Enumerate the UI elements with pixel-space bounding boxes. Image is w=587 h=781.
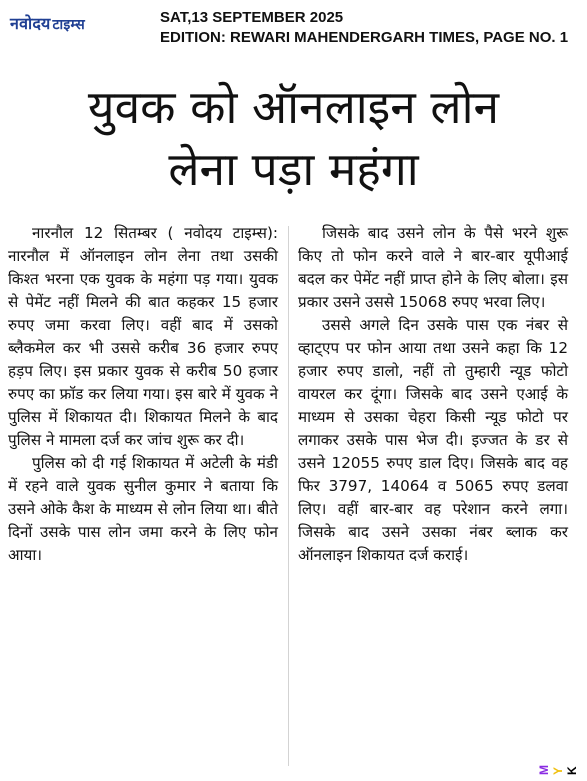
logo-main: नवोदय [10,14,51,33]
paragraph: उससे अगले दिन उसके पास एक नंबर से व्हाट्एप पर फोन आया तथा उसने कहा कि 12 हजार रुपए डालो, नहीं तो तुम्हारी न्यूड फोटो वायरल कर दूंगा। जिसके बाद उसने एआई के माध्यम से उसका चेहरा किसी न्यूड फोटो पर लगाकर उसके पास भेज दी। इज्जत के डर से उसने 12055 रुपए डाल दिए। जिसके बाद वह फिर 3797, 14064 व 5065 रुपए डलवा लिए। वहीं बार-बार वह परेशान करने लगा। जिसके बाद उसने उसका नंबर ब्लाक कर ऑनलाइन शिकायत दर्ज कराई। [298,316,568,564]
article-body [8,222,585,772]
headline [0,76,587,200]
date-line: SAT,13 SEPTEMBER 2025 [160,9,344,26]
print-registration-marks [537,764,579,775]
column-divider [288,226,289,766]
headline-line-1: युवक को ऑनलाइन लोन [87,80,500,134]
paragraph: जिसके बाद उसने लोन के पैसे भरने शुरू किए तो फोन करने वाले ने बार-बार यूपीआई बदल कर पेमेंट नहीं प्राप्त होने के लिए बोला। इस प्रकार उसने उससे 15068 रुपए भरवा लिए। [298,224,568,311]
headline-line-2: लेना पड़ा महंगा [168,142,419,196]
logo-sub: टाइम्स [52,17,85,33]
mark-m: M [537,764,551,775]
paragraph: पुलिस को दी गई शिकायत में अटेली के मंडी में रहने वाले युवक सुनील कुमार ने बताया कि उसने ओके कैश के माध्यम से लोन लिया था। बीते दिनों उसके पास लोन जमा करने के लिए फोन आया। [8,454,278,564]
page-header [0,0,587,52]
article-column-2 [298,222,568,772]
mark-k: K [565,765,579,775]
edition-meta [160,8,568,48]
paragraph: नारनौल 12 सितम्बर ( नवोदय टाइम्स): नारनौल में ऑनलाइन लोन लेना तथा उसकी किश्त भरना एक युवक के महंगा पड़ गया। युवक से पेमेंट नहीं मिलने की बात कहकर 15 हजार रुपए जमा करवा लिए। वहीं बाद में उसको ब्लैकमेल कर भी उससे करीब 36 हजार रुपए हड़प लिए। इस प्रकार युवक से करीब 50 हजार रुपए का फ्रॉड कर लिया गया। इस बारे में युवक ने पुलिस में शिकायत दी। शिकायत मिलने के बाद पुलिस ने मामला दर्ज कर जांच शुरू कर दी। [8,224,278,449]
newspaper-logo [10,12,85,34]
mark-y: Y [551,765,565,775]
article-column-1 [8,222,278,772]
edition-line: EDITION: REWARI MAHENDERGARH TIMES, PAGE NO. 1 [160,29,569,46]
